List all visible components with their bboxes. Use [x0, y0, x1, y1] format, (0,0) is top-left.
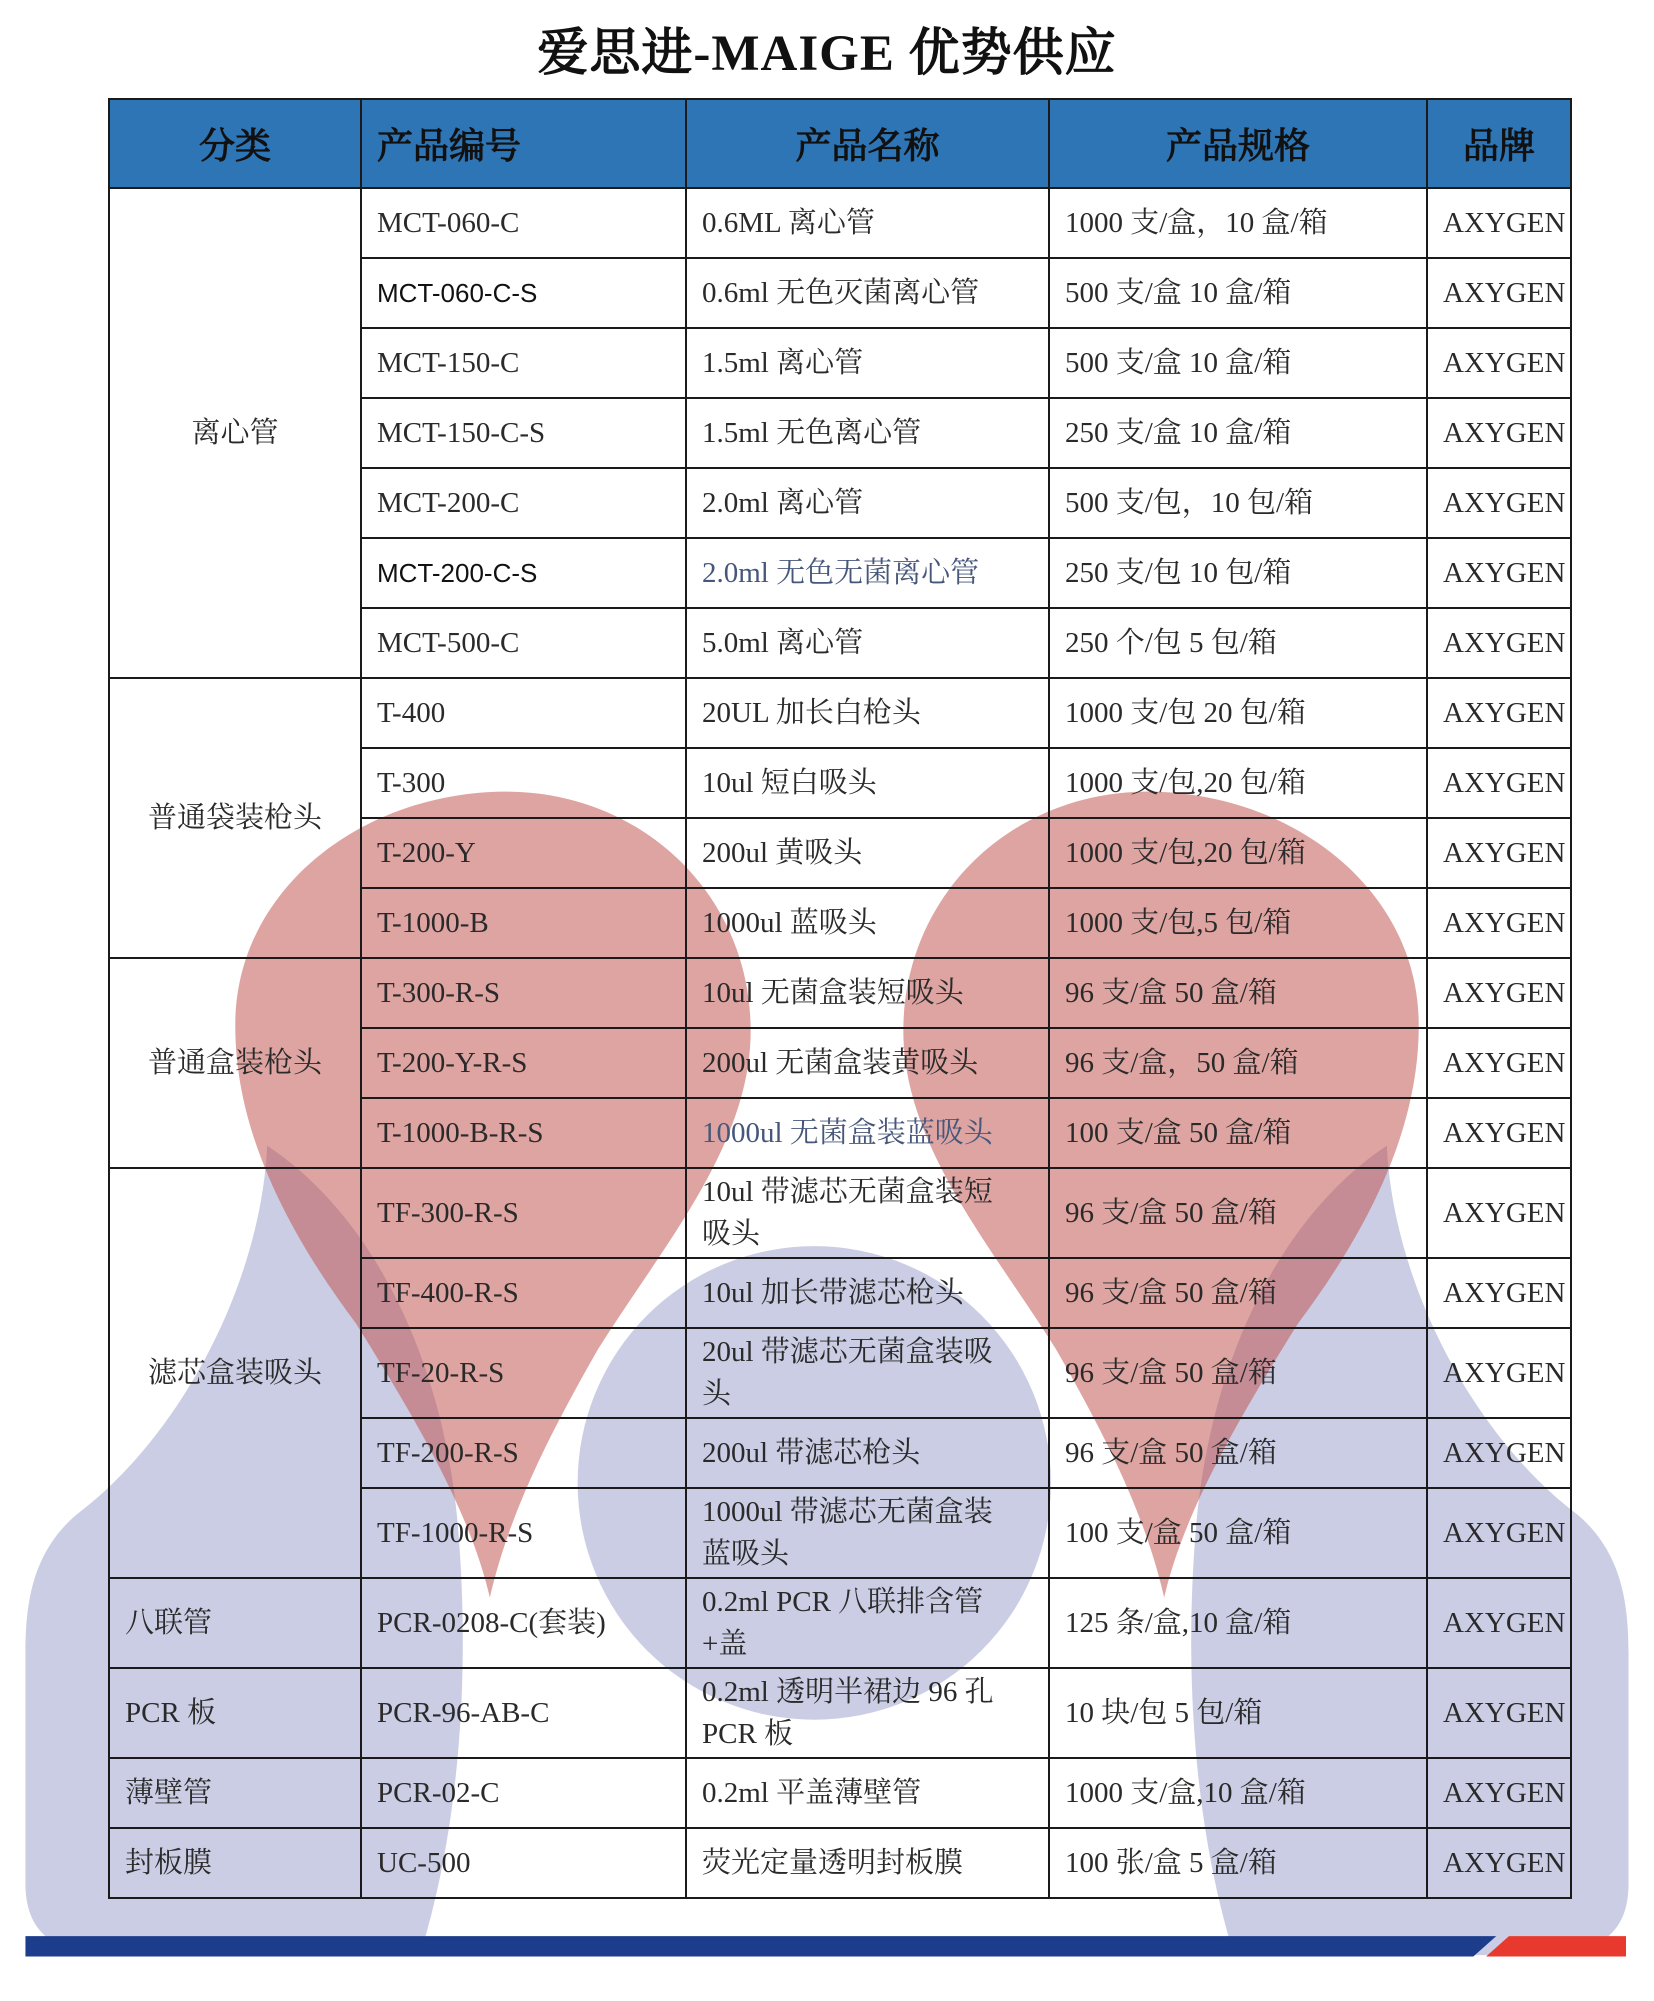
product-spec-cell: 500 支/盒 10 盒/箱: [1049, 328, 1427, 398]
brand-cell: AXYGEN: [1427, 748, 1571, 818]
brand-cell: AXYGEN: [1427, 188, 1571, 258]
product-spec-cell: 96 支/盒 50 盒/箱: [1049, 1258, 1427, 1328]
brand-cell: AXYGEN: [1427, 1668, 1571, 1758]
product-code-cell: TF-400-R-S: [361, 1258, 686, 1328]
table-row: [109, 1578, 1571, 1668]
product-code-cell: MCT-150-C: [361, 328, 686, 398]
product-name-cell: 荧光定量透明封板膜: [686, 1828, 1049, 1898]
product-spec-cell: 100 支/盒 50 盒/箱: [1049, 1488, 1427, 1578]
product-name-cell: 1000ul 蓝吸头: [686, 888, 1049, 958]
product-spec-cell: 500 支/包，10 包/箱: [1049, 468, 1427, 538]
product-code-cell: T-200-Y: [361, 818, 686, 888]
brand-cell: AXYGEN: [1427, 1758, 1571, 1828]
product-name-cell: 1.5ml 离心管: [686, 328, 1049, 398]
product-name-cell: 20ul 带滤芯无菌盒装吸头: [686, 1328, 1049, 1418]
product-spec-cell: 96 支/盒，50 盒/箱: [1049, 1028, 1427, 1098]
product-code-cell: UC-500: [361, 1828, 686, 1898]
product-spec-cell: 96 支/盒 50 盒/箱: [1049, 1328, 1427, 1418]
product-code-cell: T-1000-B: [361, 888, 686, 958]
product-name-cell: 0.2ml PCR 八联排含管+盖: [686, 1578, 1049, 1668]
brand-cell: AXYGEN: [1427, 1258, 1571, 1328]
brand-cell: AXYGEN: [1427, 608, 1571, 678]
product-spec-cell: 250 个/包 5 包/箱: [1049, 608, 1427, 678]
category-cell: 八联管: [109, 1578, 361, 1668]
brand-cell: AXYGEN: [1427, 1488, 1571, 1578]
product-code-cell: TF-1000-R-S: [361, 1488, 686, 1578]
product-code-cell: MCT-150-C-S: [361, 398, 686, 468]
brand-cell: AXYGEN: [1427, 398, 1571, 468]
product-code-cell: PCR-96-AB-C: [361, 1668, 686, 1758]
product-spec-cell: 1000 支/包,20 包/箱: [1049, 748, 1427, 818]
product-name-cell: 0.2ml 透明半裙边 96 孔 PCR 板: [686, 1668, 1049, 1758]
product-spec-cell: 1000 支/盒,10 盒/箱: [1049, 1758, 1427, 1828]
brand-cell: AXYGEN: [1427, 1328, 1571, 1418]
page-title: 爱思进-MAIGE 优势供应: [537, 26, 1117, 82]
brand-cell: AXYGEN: [1427, 1828, 1571, 1898]
product-code-cell: TF-200-R-S: [361, 1418, 686, 1488]
category-cell: 薄壁管: [109, 1758, 361, 1828]
table-row: [109, 958, 1571, 1028]
product-name-cell: 1000ul 带滤芯无菌盒装蓝吸头: [686, 1488, 1049, 1578]
footer-bar-red: [1486, 1936, 1626, 1956]
product-spec-cell: 250 支/盒 10 盒/箱: [1049, 398, 1427, 468]
product-name-cell: 10ul 带滤芯无菌盒装短吸头: [686, 1168, 1049, 1258]
footer-bar-blue: [25, 1936, 1496, 1956]
category-cell: 普通袋装枪头: [109, 678, 361, 958]
product-name-cell: 5.0ml 离心管: [686, 608, 1049, 678]
category-cell: 滤芯盒装吸头: [109, 1168, 361, 1578]
table-row: [109, 678, 1571, 748]
product-name-cell: 10ul 无菌盒装短吸头: [686, 958, 1049, 1028]
product-name-cell: 1000ul 无菌盒装蓝吸头: [686, 1098, 1049, 1168]
product-spec-cell: 96 支/盒 50 盒/箱: [1049, 1168, 1427, 1258]
product-name-cell: 2.0ml 无色无菌离心管: [686, 538, 1049, 608]
product-code-cell: TF-300-R-S: [361, 1168, 686, 1258]
brand-cell: AXYGEN: [1427, 888, 1571, 958]
product-name-cell: 10ul 短白吸头: [686, 748, 1049, 818]
product-code-cell: PCR-0208-C(套装): [361, 1578, 686, 1668]
product-code-cell: PCR-02-C: [361, 1758, 686, 1828]
product-spec-cell: 1000 支/包,20 包/箱: [1049, 818, 1427, 888]
table-body: [109, 188, 1571, 1898]
table-header: [109, 99, 1571, 188]
brand-cell: AXYGEN: [1427, 1098, 1571, 1168]
product-code-cell: T-200-Y-R-S: [361, 1028, 686, 1098]
category-cell: 普通盒装枪头: [109, 958, 361, 1168]
product-spec-cell: 1000 支/包,5 包/箱: [1049, 888, 1427, 958]
product-code-cell: T-300: [361, 748, 686, 818]
product-code-cell: T-1000-B-R-S: [361, 1098, 686, 1168]
product-spec-cell: 1000 支/包 20 包/箱: [1049, 678, 1427, 748]
column-header-name: 产品名称: [686, 99, 1049, 188]
product-spec-cell: 96 支/盒 50 盒/箱: [1049, 1418, 1427, 1488]
product-spec-cell: 250 支/包 10 包/箱: [1049, 538, 1427, 608]
product-spec-cell: 1000 支/盒，10 盒/箱: [1049, 188, 1427, 258]
product-table: [108, 98, 1572, 1899]
product-code-cell: MCT-500-C: [361, 608, 686, 678]
column-header-category: 分类: [109, 99, 361, 188]
brand-cell: AXYGEN: [1427, 258, 1571, 328]
table-row: [109, 1168, 1571, 1258]
table-row: [109, 188, 1571, 258]
brand-cell: AXYGEN: [1427, 538, 1571, 608]
product-name-cell: 20UL 加长白枪头: [686, 678, 1049, 748]
category-cell: PCR 板: [109, 1668, 361, 1758]
brand-cell: AXYGEN: [1427, 678, 1571, 748]
category-cell: 离心管: [109, 188, 361, 678]
product-name-cell: 0.6ml 无色灭菌离心管: [686, 258, 1049, 328]
product-name-cell: 0.6ML 离心管: [686, 188, 1049, 258]
product-name-cell: 200ul 黄吸头: [686, 818, 1049, 888]
product-spec-cell: 10 块/包 5 包/箱: [1049, 1668, 1427, 1758]
product-code-cell: T-300-R-S: [361, 958, 686, 1028]
table-row: [109, 1668, 1571, 1758]
header-row: [109, 99, 1571, 188]
brand-cell: AXYGEN: [1427, 1418, 1571, 1488]
brand-cell: AXYGEN: [1427, 958, 1571, 1028]
product-code-cell: MCT-060-C-S: [361, 258, 686, 328]
brand-cell: AXYGEN: [1427, 1578, 1571, 1668]
brand-cell: AXYGEN: [1427, 1168, 1571, 1258]
product-code-cell: MCT-200-C: [361, 468, 686, 538]
product-spec-cell: 125 条/盒,10 盒/箱: [1049, 1578, 1427, 1668]
product-spec-cell: 96 支/盒 50 盒/箱: [1049, 958, 1427, 1028]
table-row: [109, 1758, 1571, 1828]
product-code-cell: T-400: [361, 678, 686, 748]
product-name-cell: 0.2ml 平盖薄壁管: [686, 1758, 1049, 1828]
product-name-cell: 200ul 无菌盒装黄吸头: [686, 1028, 1049, 1098]
column-header-brand: 品牌: [1427, 99, 1571, 188]
product-code-cell: MCT-060-C: [361, 188, 686, 258]
category-cell: 封板膜: [109, 1828, 361, 1898]
table-row: [109, 1828, 1571, 1898]
product-spec-cell: 500 支/盒 10 盒/箱: [1049, 258, 1427, 328]
product-name-cell: 1.5ml 无色离心管: [686, 398, 1049, 468]
product-spec-cell: 100 张/盒 5 盒/箱: [1049, 1828, 1427, 1898]
column-header-code: 产品编号: [361, 99, 686, 188]
product-name-cell: 2.0ml 离心管: [686, 468, 1049, 538]
product-code-cell: MCT-200-C-S: [361, 538, 686, 608]
product-code-cell: TF-20-R-S: [361, 1328, 686, 1418]
brand-cell: AXYGEN: [1427, 328, 1571, 398]
column-header-spec: 产品规格: [1049, 99, 1427, 188]
brand-cell: AXYGEN: [1427, 1028, 1571, 1098]
brand-cell: AXYGEN: [1427, 818, 1571, 888]
brand-cell: AXYGEN: [1427, 468, 1571, 538]
product-name-cell: 10ul 加长带滤芯枪头: [686, 1258, 1049, 1328]
product-name-cell: 200ul 带滤芯枪头: [686, 1418, 1049, 1488]
product-spec-cell: 100 支/盒 50 盒/箱: [1049, 1098, 1427, 1168]
footer-bar: [25, 1936, 1626, 1956]
